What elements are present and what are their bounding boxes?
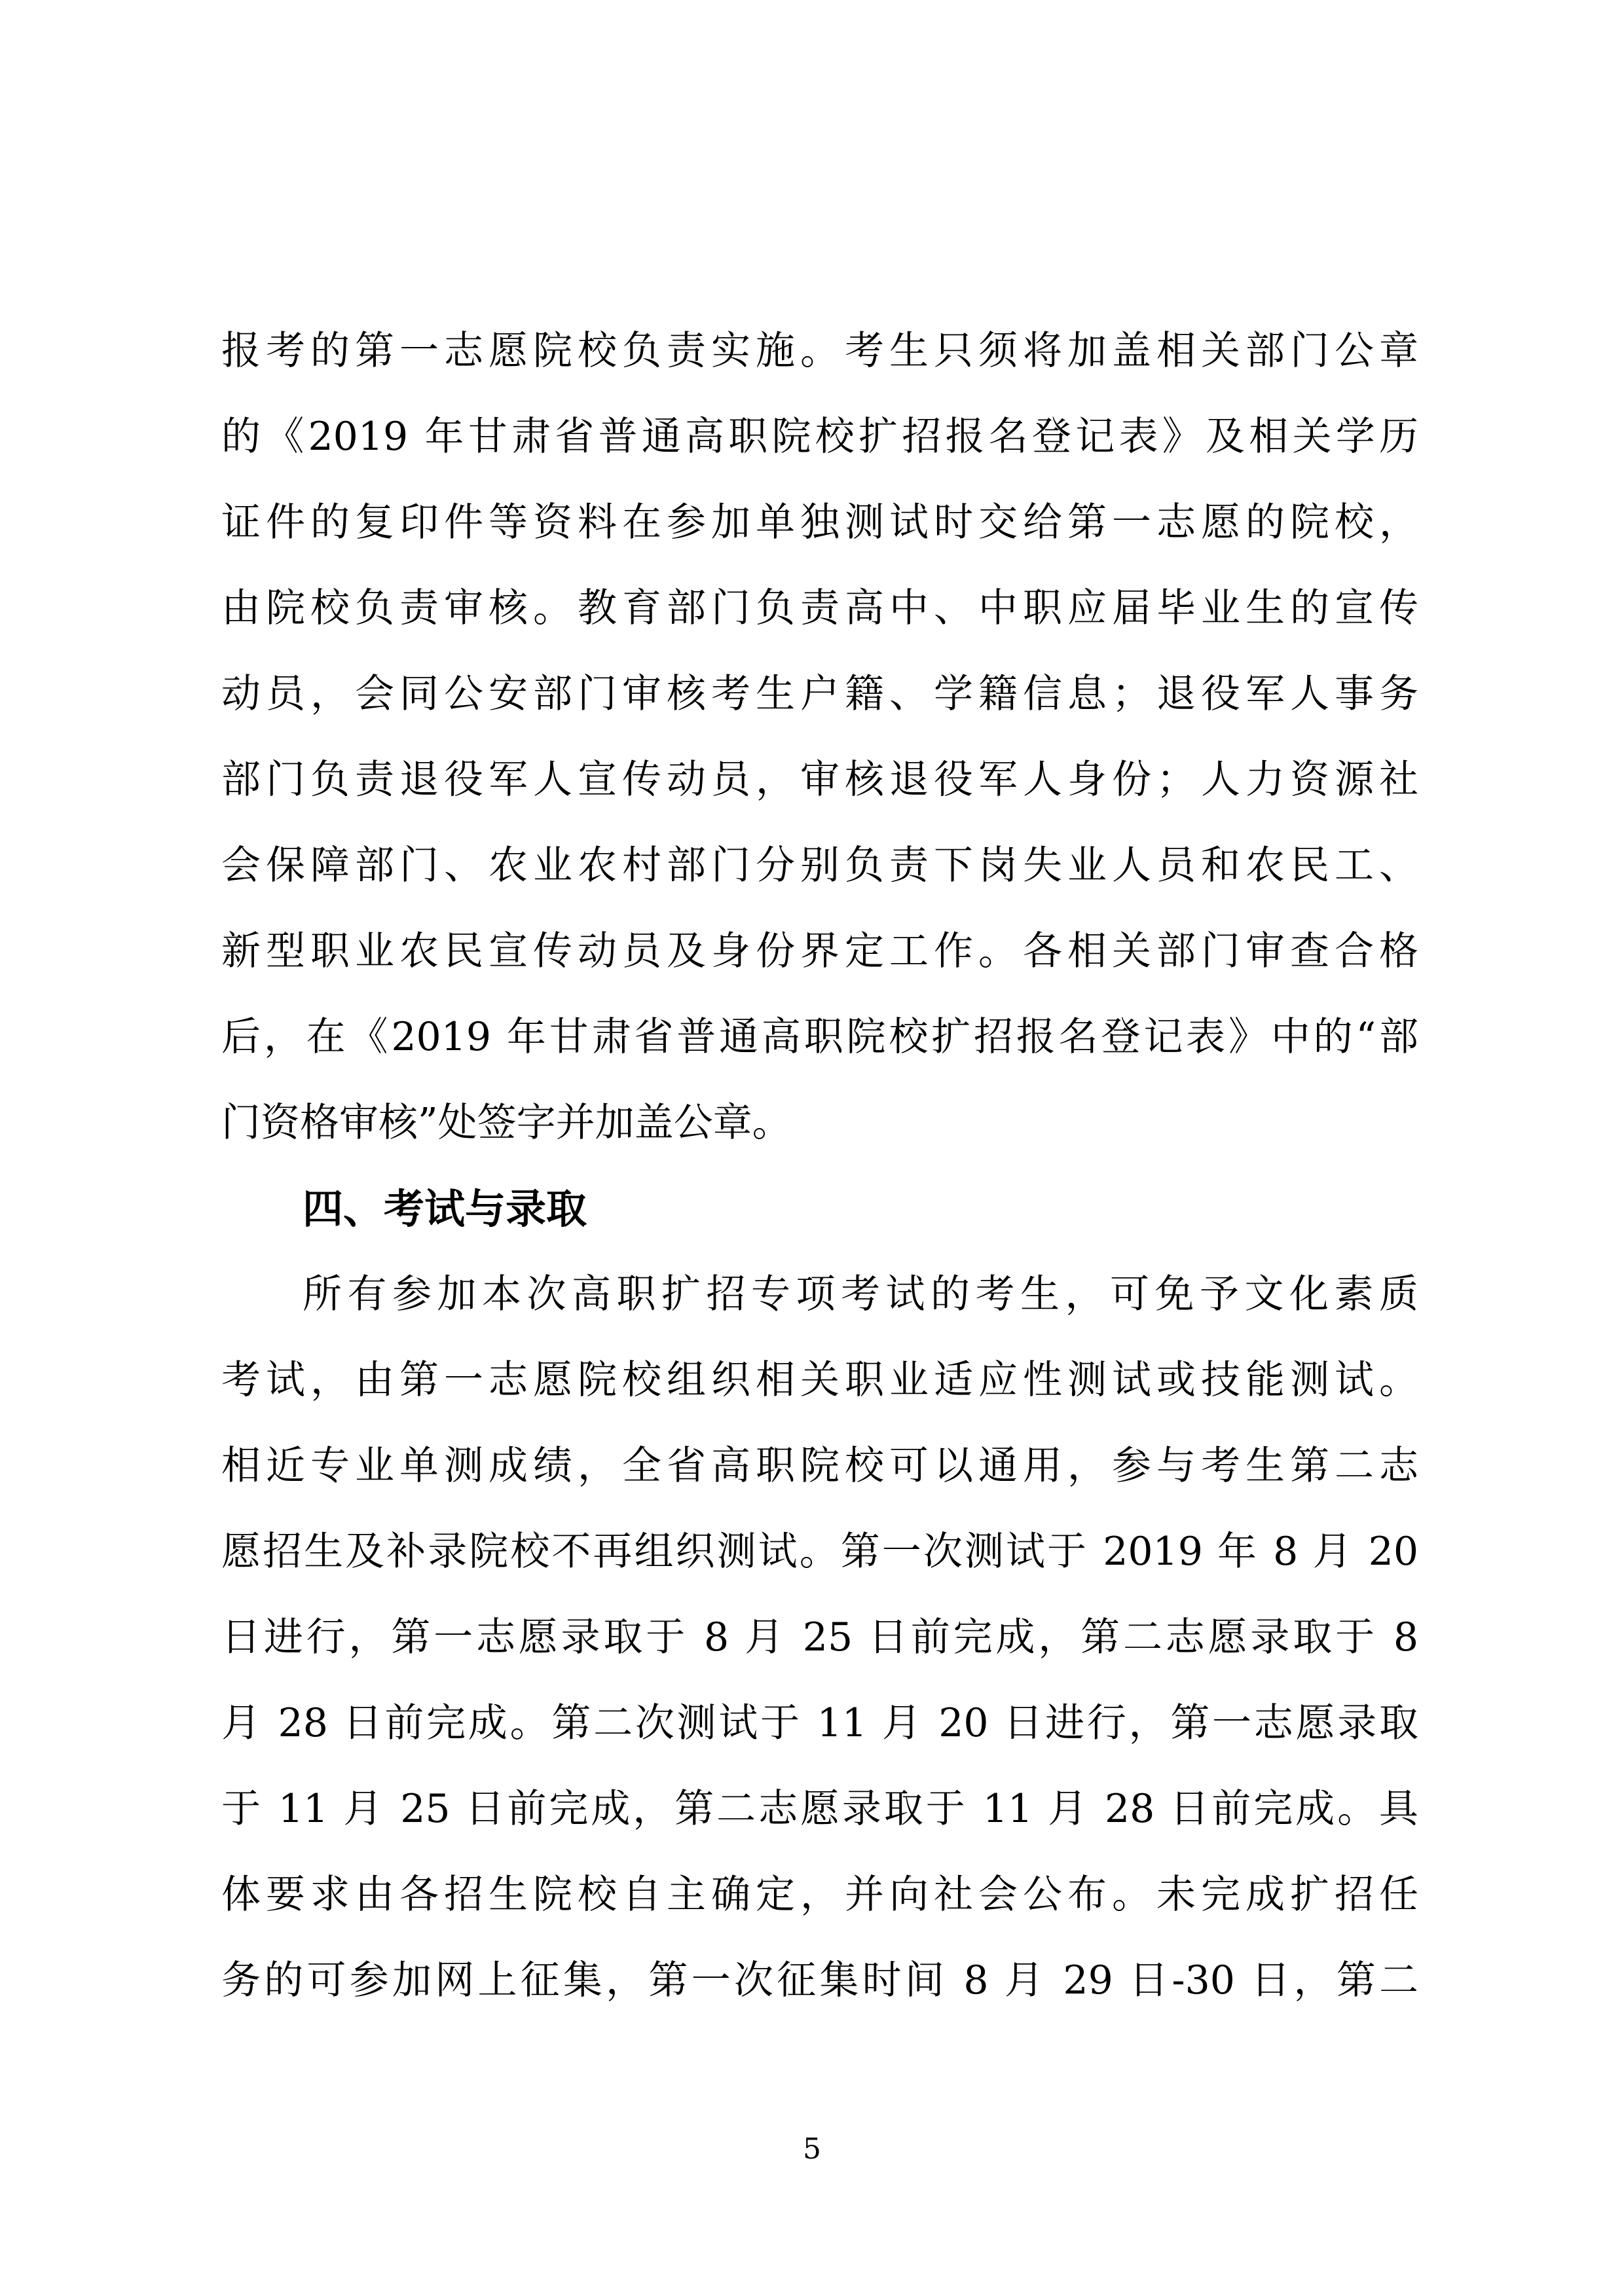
page-number: 5 [803, 2132, 821, 2166]
paragraph-line-14: 愿招生及补录院校不再组织测试。第一次测试于 2019 年 8 月 20 [221, 1529, 1418, 1575]
paragraph-line-10: 门资格审核”处签字并加盖公章。 [221, 1100, 792, 1146]
paragraph-line-4: 由院校负责审核。教育部门负责高中、中职应届毕业生的宣传 [221, 585, 1418, 631]
document-body [221, 308, 1418, 2024]
paragraph-line-18: 体要求由各招生院校自主确定，并向社会公布。未完成扩招任 [221, 1872, 1418, 1918]
paragraph-line-19: 务的可参加网上征集，第一次征集时间 8 月 29 日-30 日，第二 [221, 1958, 1418, 2003]
paragraph-line-7: 会保障部门、农业农村部门分别负责下岗失业人员和农民工、 [221, 843, 1418, 888]
paragraph-line-3: 证件的复印件等资料在参加单独测试时交给第一志愿的院校， [221, 500, 1418, 545]
paragraph-line-16: 月 28 日前完成。第二次测试于 11 月 20 日进行，第一志愿录取 [221, 1700, 1418, 1746]
paragraph-line-1: 报考的第一志愿院校负责实施。考生只须将加盖相关部门公章 [221, 328, 1418, 374]
paragraph-line-8: 新型职业农民宣传动员及身份界定工作。各相关部门审查合格 [221, 928, 1418, 974]
paragraph-line-13: 相近专业单测成绩，全省高职院校可以通用，参与考生第二志 [221, 1443, 1418, 1489]
paragraph-line-17: 于 11 月 25 日前完成，第二志愿录取于 11 月 28 日前完成。具 [221, 1786, 1418, 1832]
paragraph-line-15: 日进行，第一志愿录取于 8 月 25 日前完成，第二志愿录取于 8 [221, 1614, 1418, 1660]
paragraph-line-12: 考试，由第一志愿院校组织相关职业适应性测试或技能测试。 [221, 1357, 1418, 1403]
paragraph-line-9: 后，在《2019 年甘肃省普通高职院校扩招报名登记表》中的“部 [221, 1014, 1418, 1060]
paragraph-line-2: 的《2019 年甘肃省普通高职院校扩招报名登记表》及相关学历 [221, 414, 1418, 460]
section-heading: 四、考试与录取 [303, 1185, 587, 1233]
paragraph-line-11: 所有参加本次高职扩招专项考试的考生，可免予文化素质 [303, 1271, 1418, 1317]
paragraph-line-5: 动员，会同公安部门审核考生户籍、学籍信息；退役军人事务 [221, 671, 1418, 717]
paragraph-line-6: 部门负责退役军人宣传动员，审核退役军人身份；人力资源社 [221, 757, 1418, 803]
